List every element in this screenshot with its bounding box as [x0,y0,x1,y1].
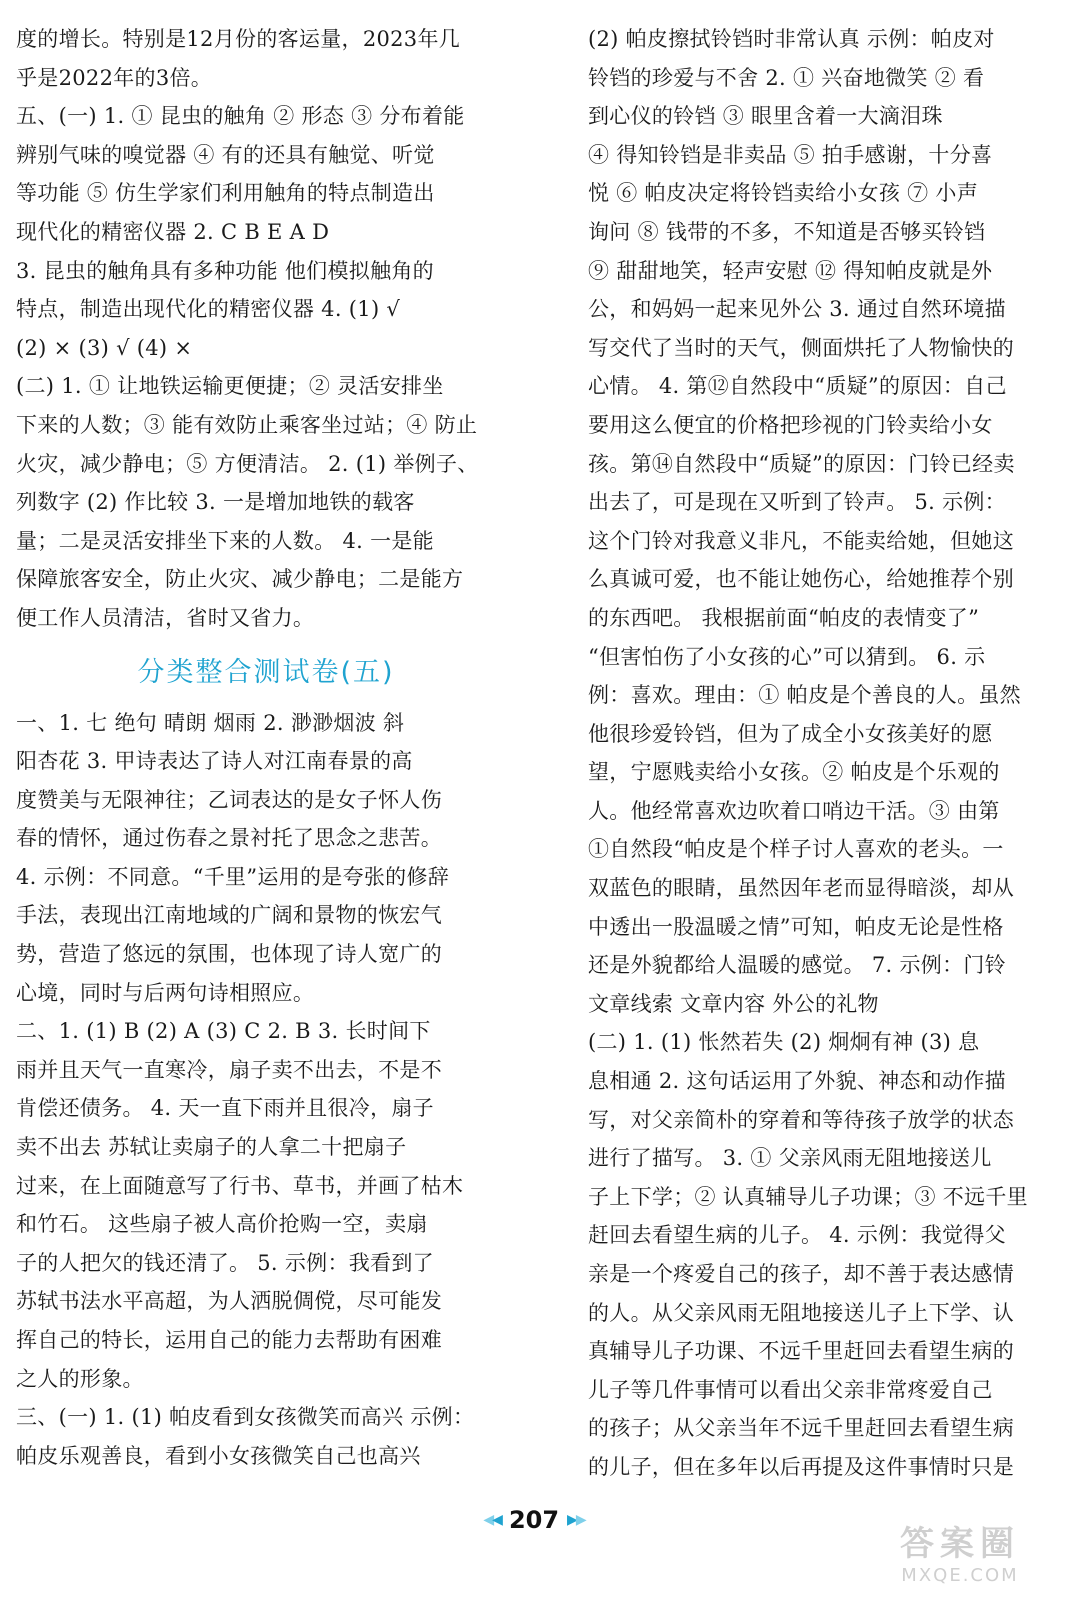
watermark-url: MXQE.COM [901,1565,1019,1586]
answer-line: 儿子等几件事情可以看出父亲非常疼爱自己 [588,1377,993,1402]
answer-line: 挥自己的特长，运用自己的能力去帮助有困难 [16,1328,442,1352]
answer-line: 例：喜欢。理由：① 帕皮是个善良的人。虽然 [588,683,1021,708]
answer-line: 过来，在上面随意写了行书、草书，并画了枯木 [16,1173,464,1198]
answer-line: 3. 昆虫的触角具有多种功能 他们模拟触角的 [16,258,434,283]
answer-line: 乎是2022年的3倍。 [16,65,213,90]
answer-line: 双蓝色的眼睛，虽然因年老而显得暗淡，却从 [588,876,1014,901]
answer-line: 息相通 2. 这句话运用了外貌、神态和动作描 [588,1069,1006,1094]
answer-line: 还是外貌都给人温暖的感觉。 7. 示例：门铃 [588,953,1006,978]
answer-line: 出去了，可是现在又听到了铃声。 5. 示例： [588,490,1006,515]
answer-line: 他很珍爱铃铛，但为了成全小女孩美好的愿 [588,721,993,746]
answer-line: (二) 1. ① 让地铁运输更便捷；② 灵活安排坐 [16,374,444,399]
answer-line: 量；二是灵活安排坐下来的人数。 4. 一是能 [16,528,434,553]
answer-line: “但害怕伤了小女孩的心”可以猜到。 6. 示 [588,644,986,669]
watermark-text: 答案圈 [900,1524,1020,1564]
answer-line: 询问 ⑧ 钱带的不多，不知道是否够买铃铛 [588,219,986,244]
answer-line: 子上下学；② 认真辅导儿子功课；③ 不远千里 [588,1184,1028,1209]
answer-line: 等功能 ⑤ 仿生学家们利用触角的特点制造出 [16,181,435,206]
answer-line: 公，和妈妈一起来见外公 3. 通过自然环境描 [588,297,1006,322]
answer-line: 春的情怀，通过伤春之景衬托了思念之悲苦。 [16,826,442,851]
answer-line: 悦 ⑥ 帕皮决定将铃铛卖给小女孩 ⑦ 小声 [588,181,978,206]
answer-line: 辨别气味的嗅觉器 ④ 有的还具有触觉、听觉 [16,142,435,167]
answer-line: 阳杏花 3. 甲诗表达了诗人对江南春景的高 [16,749,413,774]
answer-line: 亲是一个疼爱自己的孩子，却不善于表达感情 [588,1262,1014,1286]
answer-line: 帕皮乐观善良，看到小女孩微笑自己也高兴 [16,1443,421,1468]
answer-line: ④ 得知铃铛是非卖品 ⑤ 拍手感谢，十分喜 [588,142,993,167]
answer-line: 的人。从父亲风雨无阻地接送儿子上下学、认 [588,1300,1014,1325]
page-number: 207 [508,1506,560,1534]
answer-line: 卖不出去 苏轼让卖扇子的人拿二十把扇子 [16,1135,407,1160]
answer-line: 孩。第⑭自然段中“质疑”的原因：门铃已经卖 [588,451,1015,476]
answer-line: (二) 1. (1) 怅然若失 (2) 炯炯有神 (3) 息 [588,1030,980,1055]
answer-line: 苏轼书法水平高超，为人洒脱倜傥，尽可能发 [16,1289,442,1314]
answer-line: 么真诚可爱，也不能让她伤心，给她推荐个别 [588,567,1014,592]
answer-line: 保障旅客安全，防止火灾、减少静电；二是能方 [16,567,464,592]
answer-line: 到心仪的铃铛 ③ 眼里含着一大滴泪珠 [588,104,943,129]
answer-line: 五、(一) 1. ① 昆虫的触角 ② 形态 ③ 分布着能 [16,104,465,129]
answer-line: 写，对父亲简朴的穿着和等待孩子放学的状态 [588,1107,1014,1132]
answer-line: 二、1. (1) B (2) A (3) C 2. B 3. 长时间下 [16,1019,431,1044]
answer-line: 现代化的精密仪器 2. C B E A D [16,219,330,244]
answer-line: 铃铛的珍爱与不舍 2. ① 兴奋地微笑 ② 看 [588,65,985,90]
answer-line: ①自然段“帕皮是个样子讨人喜欢的老头。一 [588,837,1004,862]
answer-line: 文章线索 文章内容 外公的礼物 [588,991,879,1016]
answer-line: 度的增长。特别是12月份的客运量，2023年几 [16,27,461,51]
answer-line: 三、(一) 1. (1) 帕皮看到女孩微笑而高兴 示例： [16,1405,475,1430]
prev-arrow-icon: ◀◀ [483,1512,501,1528]
answer-line: 写交代了当时的天气，侧面烘托了人物愉快的 [588,335,1014,360]
answer-line: 进行了描写。 3. ① 父亲风雨无阻地接送儿 [588,1146,992,1171]
answer-line: 的东西吧。 我根据前面“帕皮的表情变了” [588,605,980,630]
watermark-logo [870,1516,1050,1586]
answer-line: 和竹石。 这些扇子被人高价抢购一空，卖扇 [16,1212,428,1237]
left-column [16,20,516,1475]
right-answers [588,20,1050,1487]
answer-line: 的儿子，但在多年以后再提及这件事情时只是 [588,1454,1014,1479]
right-column [588,20,1050,1487]
answer-line: 望，宁愿贱卖给小女孩。② 帕皮是个乐观的 [588,760,1000,785]
answer-line: 真辅导儿子功课、不远千里赶回去看望生病的 [588,1339,1014,1364]
answer-line: ⑨ 甜甜地笑，轻声安慰 ⑫ 得知帕皮就是外 [588,258,993,283]
answer-line: 列数字 (2) 作比较 3. 一是增加地铁的载客 [16,490,415,515]
answer-line: 势，营造了悠远的氛围，也体现了诗人宽广的 [16,942,442,967]
answer-line: 雨并且天气一直寒冷，扇子卖不出去，不是不 [16,1057,442,1082]
answer-line: 这个门铃对我意义非凡，不能卖给她，但她这 [588,528,1014,553]
answer-line: 度赞美与无限神往；乙词表达的是女子怀人伤 [16,787,442,812]
answer-line: 心情。 4. 第⑫自然段中“质疑”的原因：自己 [588,374,1007,399]
answer-line: 下来的人数；③ 能有效防止乘客坐过站；④ 防止 [16,412,478,437]
answer-line: 人。他经常喜欢边吹着口哨边干活。③ 由第 [588,798,1000,823]
next-arrow-icon: ▶▶ [567,1512,585,1528]
left-answers-top [16,20,516,638]
answer-line: 要用这么便宜的价格把珍视的门铃卖给小女 [588,412,993,437]
left-answers-bottom [16,704,516,1476]
answer-line: 一、1. 七 绝句 晴朗 烟雨 2. 渺渺烟波 斜 [16,710,405,735]
answer-line: 4. 示例：不同意。“千里”运用的是夸张的修辞 [16,864,450,889]
answer-line: 便工作人员清洁，省时又省力。 [16,605,315,630]
answer-line: 的孩子；从父亲当年不远千里赶回去看望生病 [588,1416,1014,1441]
answer-line: 手法，表现出江南地域的广阔和景物的恢宏气 [16,903,442,928]
answer-line: 赶回去看望生病的儿子。 4. 示例：我觉得父 [588,1223,1006,1248]
answer-line: (2) 帕皮擦拭铃铛时非常认真 示例：帕皮对 [588,27,995,51]
answer-line: 肯偿还债务。 4. 天一直下雨并且很冷，扇子 [16,1096,434,1121]
section-title: 分类整合测试卷(五) [137,656,395,688]
answer-line: 火灾，减少静电；⑤ 方便清洁。 2. (1) 举例子、 [16,451,479,476]
answer-line: (2) × (3) √ (4) × [16,335,193,360]
answer-line: 子的人把欠的钱还清了。 5. 示例：我看到了 [16,1250,434,1275]
answer-line: 中透出一股温暖之情”可知，帕皮无论是性格 [588,914,1004,939]
answer-line: 之人的形象。 [16,1366,144,1391]
answer-line: 心境，同时与后两句诗相照应。 [16,980,315,1005]
answer-line: 特点，制造出现代化的精密仪器 4. (1) √ [16,297,401,322]
